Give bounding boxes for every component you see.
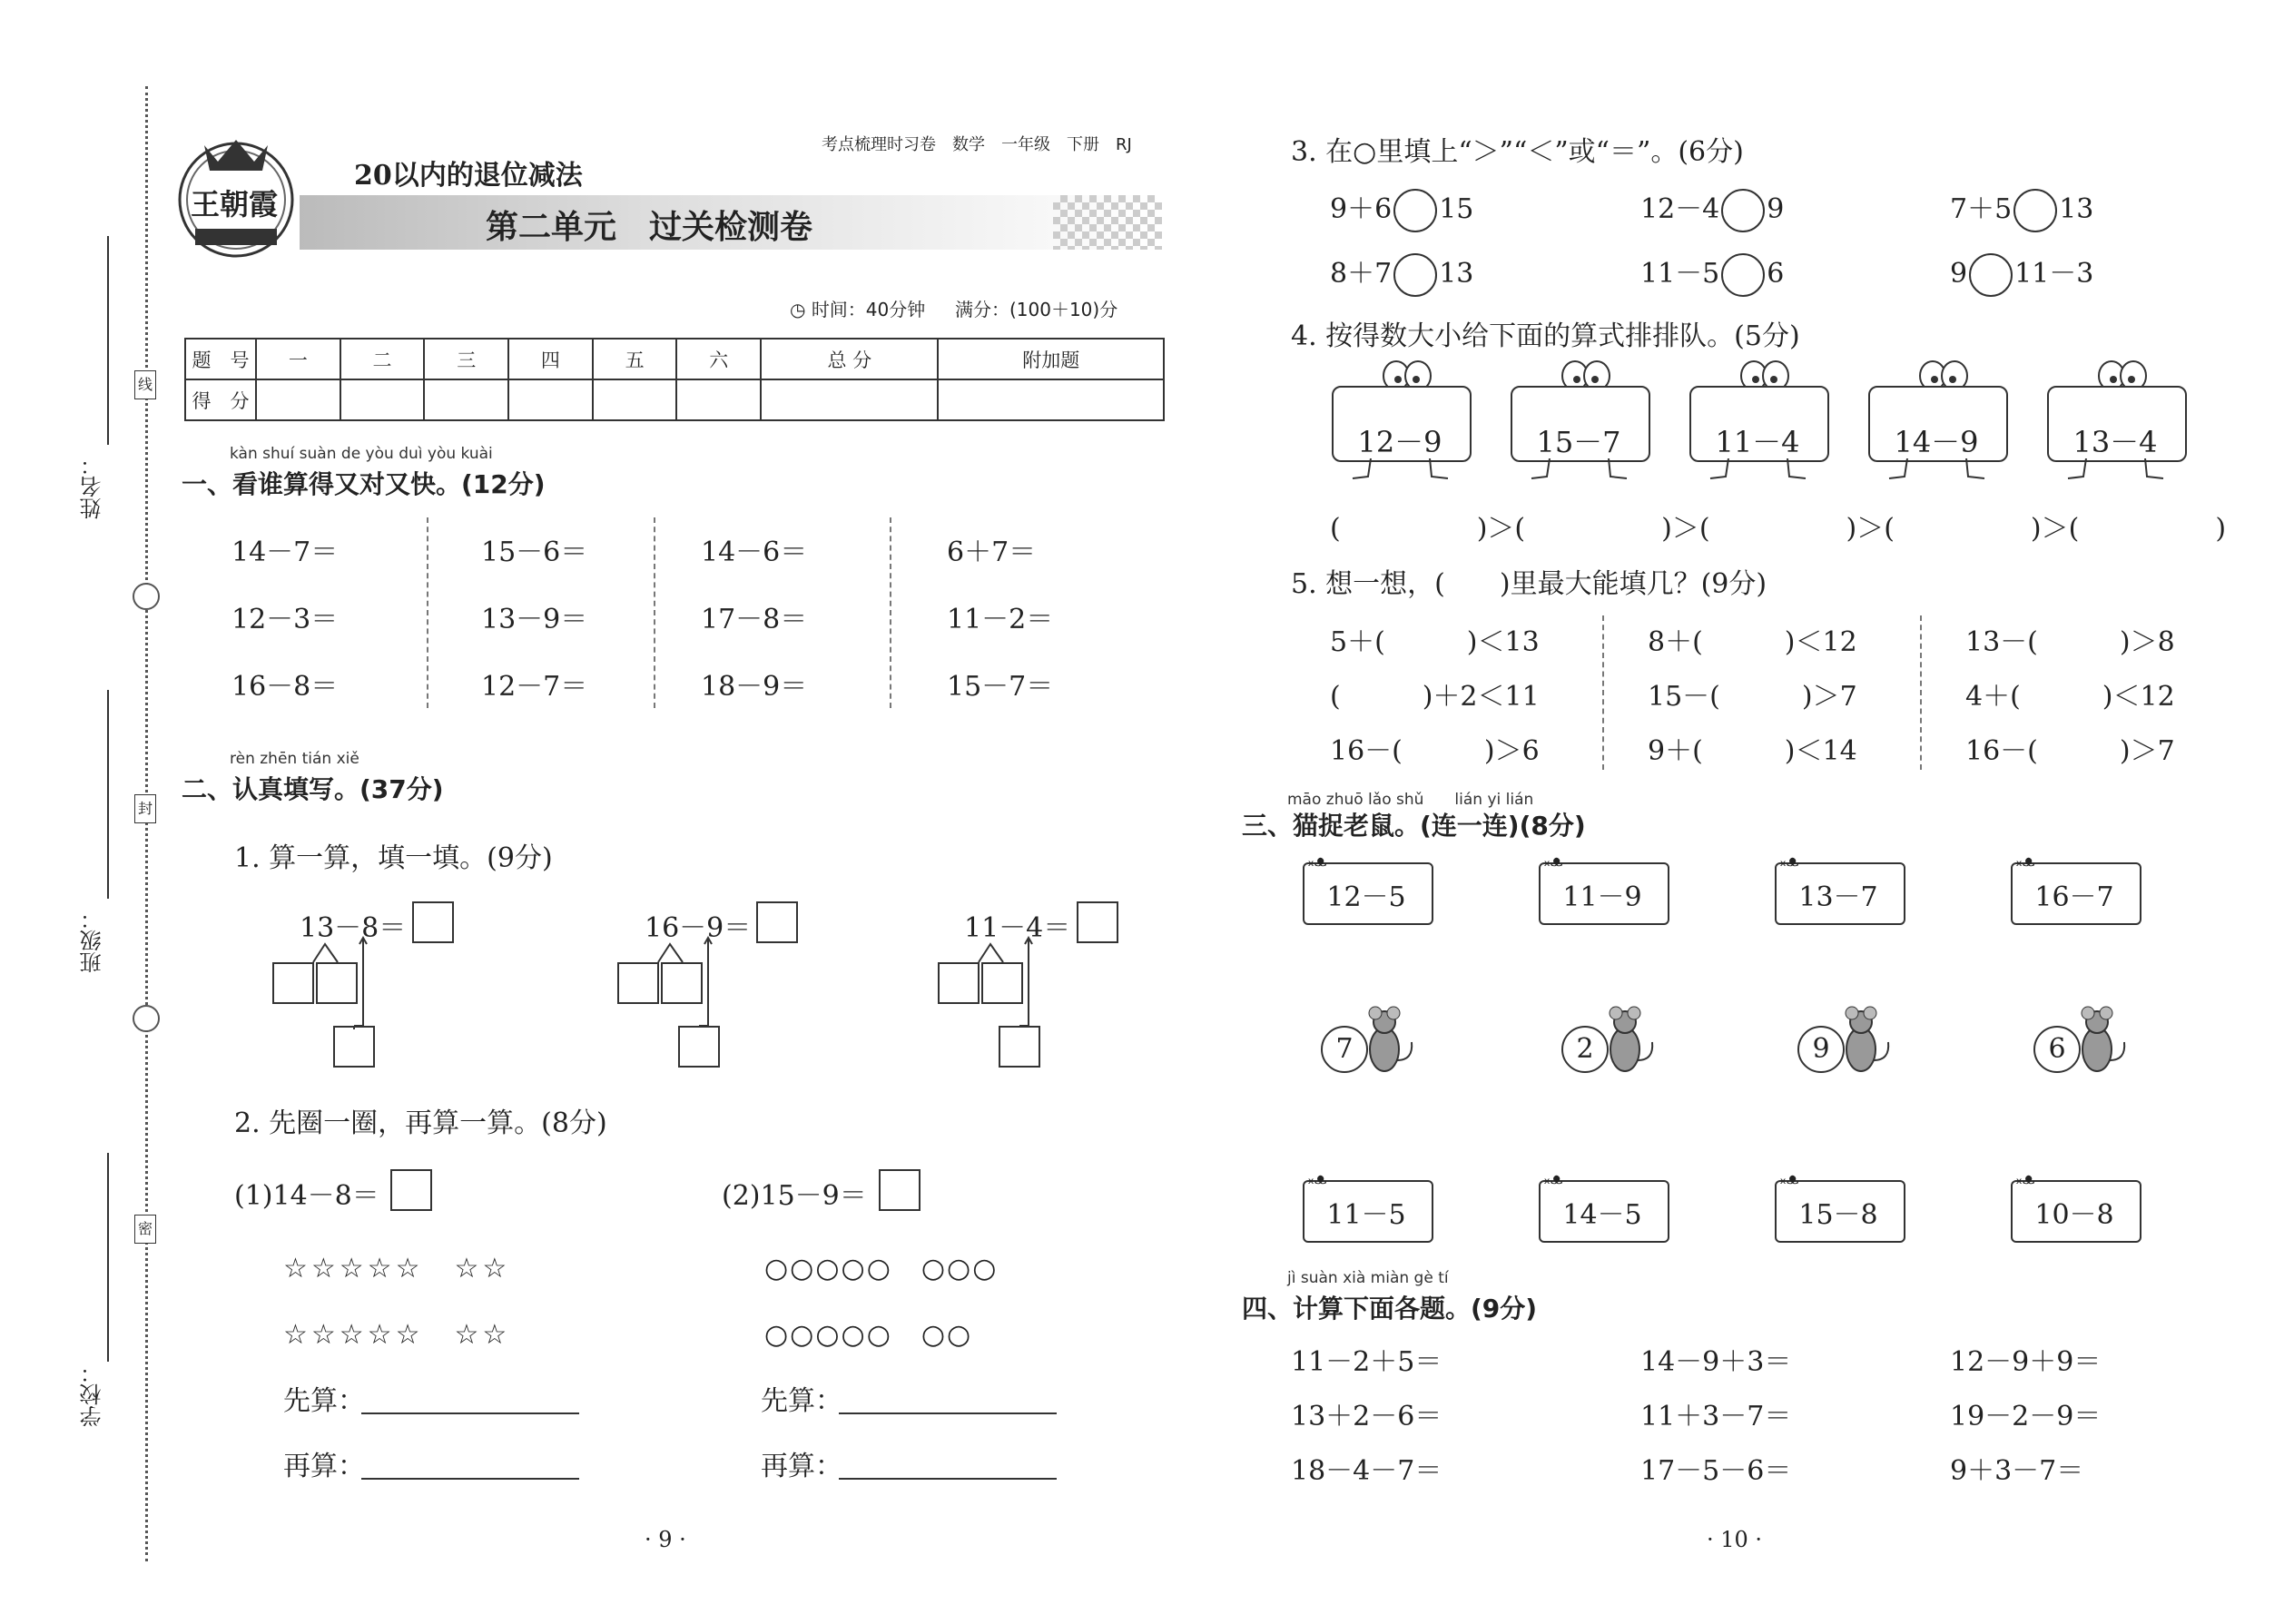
- cat-head-icon: ᙮ᴥ: [2015, 1169, 2035, 1188]
- section1-title: 一、看谁算得又对又快。(12分): [182, 469, 546, 499]
- score-header-cell: 附加题: [938, 339, 1164, 379]
- class-line: [107, 690, 109, 899]
- first-calc-label: 先算：: [761, 1385, 842, 1417]
- calc-problem: 11－2＝: [947, 604, 1054, 635]
- column-divider: [890, 517, 891, 708]
- compare-circle[interactable]: [1969, 253, 2013, 297]
- compare-item: 11－5 6: [1640, 251, 1784, 297]
- answer-box[interactable]: [1077, 901, 1118, 943]
- q2-item1: (1)14－8＝: [234, 1180, 379, 1212]
- fill-blank-inequality: 16－( )＞7: [1965, 735, 2175, 767]
- q5-title: 5. 想一想，( )里最大能填几？(9分): [1291, 568, 1767, 600]
- score-cell[interactable]: [761, 379, 938, 420]
- fill-blank-inequality: 4＋( )＜12: [1965, 681, 2175, 713]
- split-problem: 11－4＝: [964, 912, 1071, 944]
- calc-problem: 11＋3－7＝: [1640, 1401, 1792, 1432]
- card-expression: 15－7: [1536, 425, 1621, 459]
- column-divider: [427, 517, 428, 708]
- q2-title: 2. 先圈一圈，再算一算。(8分): [234, 1107, 607, 1139]
- mouse-icon: [1834, 1006, 1897, 1078]
- score-header-cell: 三: [424, 339, 508, 379]
- calc-problem: 14－7＝: [231, 536, 339, 568]
- brand-name: 王朝霞: [191, 187, 279, 221]
- calc-problem: 6＋7＝: [947, 536, 1037, 568]
- class-label: 班级：: [80, 908, 105, 973]
- cut-mark-xian: 线: [134, 370, 156, 399]
- calc-problem: 13＋2－6＝: [1291, 1401, 1442, 1432]
- cut-mark-feng: 封: [134, 794, 156, 823]
- topic-title: 20以内的退位减法: [354, 160, 583, 192]
- score-header-cell: 五: [593, 339, 677, 379]
- mouse-number: 6: [2033, 1026, 2081, 1073]
- calc-problem: 14－6＝: [701, 536, 808, 568]
- cat-head-icon: ᙮ᴥ: [1779, 851, 1799, 871]
- cat-expression: 13－7: [1798, 881, 1878, 913]
- calc-problem: 12－9＋9＝: [1950, 1346, 2102, 1378]
- school-label: 学校：: [80, 1362, 105, 1427]
- cat-head-icon: ᙮ᴥ: [1779, 1169, 1799, 1188]
- fill-blank-inequality: 9＋( )＜14: [1648, 735, 1857, 767]
- calc-problem: 17－5－6＝: [1640, 1455, 1792, 1487]
- then-calc-label: 再算：: [283, 1451, 365, 1482]
- calc-problem: 12－3＝: [231, 604, 339, 635]
- q1-title: 1. 算一算，填一填。(9分): [234, 842, 553, 874]
- fill-blank-inequality: 8＋( )＜12: [1648, 626, 1857, 658]
- score-cell[interactable]: [256, 379, 340, 420]
- card-feet: [2063, 458, 2172, 486]
- split-problem: 13－8＝: [300, 912, 407, 944]
- fill-blank-inequality: 5＋( )＜13: [1330, 626, 1540, 658]
- first-calc-line[interactable]: [361, 1412, 579, 1414]
- score-header-cell: 二: [340, 339, 425, 379]
- mouse-icon: [2070, 1006, 2133, 1078]
- card-feet: [1348, 458, 1457, 486]
- calc-problem: 15－6＝: [481, 536, 588, 568]
- cat-head-icon: ᙮ᴥ: [2015, 851, 2035, 871]
- calc-problem: 19－2－9＝: [1950, 1401, 2102, 1432]
- cat-expression: 15－8: [1798, 1199, 1878, 1231]
- binding-hole-icon: [133, 1005, 160, 1032]
- compare-item: 7＋5 13: [1950, 186, 2093, 232]
- score-cell[interactable]: [340, 379, 425, 420]
- fill-blank-inequality: ( )＋2＜11: [1330, 681, 1540, 713]
- mouse-icon: [1598, 1006, 1661, 1078]
- section3-title: 三、猫捉老鼠。(连一连)(8分): [1242, 811, 1586, 841]
- score-table-header-row: [185, 339, 1164, 379]
- calc-problem: 11－2＋5＝: [1291, 1346, 1442, 1378]
- score-cell[interactable]: [508, 379, 593, 420]
- compare-item: 12－4 9: [1640, 186, 1784, 232]
- then-calc-line[interactable]: [361, 1478, 579, 1480]
- compare-circle[interactable]: [1393, 189, 1437, 232]
- compare-item: 9＋6 15: [1330, 186, 1473, 232]
- calc-problem: 9＋3－7＝: [1950, 1455, 2084, 1487]
- cat-expression: 11－5: [1326, 1199, 1406, 1231]
- compare-item: 9 11－3: [1950, 251, 2093, 297]
- clock-icon: ◷: [790, 299, 806, 320]
- section2-pinyin: rèn zhēn tián xiě: [230, 750, 359, 768]
- compare-item: 8＋7 13: [1330, 251, 1473, 297]
- time-info: [790, 295, 1117, 321]
- mouse-number: 7: [1321, 1026, 1368, 1073]
- section3-pinyin: māo zhuō lǎo shǔ lián yi lián: [1287, 791, 1534, 809]
- score-cell[interactable]: [424, 379, 508, 420]
- calc-problem: 12－7＝: [481, 671, 588, 703]
- then-calc-line[interactable]: [839, 1478, 1057, 1480]
- score-cell[interactable]: [593, 379, 677, 420]
- score-table-score-row: [185, 379, 1164, 420]
- banner-checker: [1053, 195, 1162, 250]
- cat-head-icon: ᙮ᴥ: [1307, 851, 1327, 871]
- section4-pinyin: jì suàn xià miàn gè tí: [1287, 1269, 1449, 1287]
- mouse-number: 2: [1561, 1026, 1609, 1073]
- star-row: ☆☆☆☆☆ ☆☆: [283, 1253, 511, 1284]
- calc-problem: 13－9＝: [481, 604, 588, 635]
- score-header-cell: 一: [256, 339, 340, 379]
- cat-expression: 12－5: [1326, 881, 1406, 913]
- compare-circle[interactable]: [1721, 253, 1765, 297]
- column-divider: [654, 517, 655, 708]
- section4-title: 四、计算下面各题。(9分): [1242, 1294, 1538, 1324]
- card-expression: 14－9: [1894, 425, 1979, 459]
- fill-blank-inequality: 13－( )＞8: [1965, 626, 2175, 658]
- score-table: [184, 338, 1165, 421]
- score-header-cell: 六: [676, 339, 761, 379]
- split-lines: [272, 935, 381, 1035]
- answer-box[interactable]: [412, 901, 454, 943]
- name-label: 姓名：: [80, 454, 105, 519]
- card-feet: [1706, 458, 1815, 486]
- split-lines: [617, 935, 726, 1035]
- cat-expression: 11－9: [1562, 881, 1642, 913]
- q3-title: 3. 在○里填上“＞”“＜”或“＝”。(6分): [1291, 136, 1744, 168]
- calc-problem: 18－9＝: [701, 671, 808, 703]
- q4-title: 4. 按得数大小给下面的算式排排队。(5分): [1291, 320, 1800, 352]
- score-header-cell: 总 分: [761, 339, 938, 379]
- score-header-cell: 四: [508, 339, 593, 379]
- binding-hole-icon: [133, 583, 160, 610]
- section1-pinyin: kàn shuí suàn de yòu duì yòu kuài: [230, 445, 493, 463]
- calc-problem: 14－9＋3＝: [1640, 1346, 1792, 1378]
- cat-expression: 10－8: [2034, 1199, 2114, 1231]
- card-feet: [1885, 458, 1994, 486]
- section2-title: 二、认真填写。(37分): [182, 774, 444, 804]
- name-line: [107, 236, 109, 445]
- column-divider: [1602, 615, 1604, 770]
- calc-problem: 16－8＝: [231, 671, 339, 703]
- column-divider: [1920, 615, 1922, 770]
- q2-item2: (2)15－9＝: [722, 1180, 867, 1212]
- star-row: ☆☆☆☆☆ ☆☆: [283, 1319, 511, 1351]
- answer-box[interactable]: [756, 901, 798, 943]
- circle-row: ○○○○○ ○○○: [764, 1253, 999, 1284]
- cat-head-icon: ᙮ᴥ: [1307, 1169, 1327, 1188]
- circle-row: ○○○○○ ○○: [764, 1319, 973, 1351]
- then-calc-label: 再算：: [761, 1451, 842, 1482]
- score-cell[interactable]: [938, 379, 1164, 420]
- unit-title: 第二单元 过关检测卷: [486, 208, 813, 246]
- calc-problem: 15－7＝: [947, 671, 1054, 703]
- binding-dotted-line: [145, 86, 148, 1561]
- split-problem: 16－9＝: [645, 912, 752, 944]
- fill-blank-inequality: 15－( )＞7: [1648, 681, 1857, 713]
- score-row-label: 得 分: [185, 379, 256, 420]
- fill-blank-inequality: 16－( )＞6: [1330, 735, 1540, 767]
- mouse-number: 9: [1797, 1026, 1845, 1073]
- compare-circle[interactable]: [2013, 189, 2057, 232]
- order-answer-line[interactable]: ( )＞( )＞( )＞( )＞( ): [1330, 513, 2227, 545]
- time-limit: 时间：40分钟: [811, 299, 926, 320]
- cat-head-icon: ᙮ᴥ: [1543, 851, 1563, 871]
- full-score: 满分：(100＋10)分: [954, 299, 1118, 320]
- card-feet: [1527, 458, 1636, 486]
- cut-mark-mi: 密: [134, 1215, 156, 1244]
- score-header-cell: 题 号: [185, 339, 256, 379]
- page-number-left: · 9 ·: [645, 1527, 686, 1552]
- split-lines: [938, 935, 1047, 1035]
- calc-problem: 17－8＝: [701, 604, 808, 635]
- score-cell[interactable]: [676, 379, 761, 420]
- compare-circle[interactable]: [1393, 253, 1437, 297]
- mouse-icon: [1357, 1006, 1421, 1078]
- compare-circle[interactable]: [1721, 189, 1765, 232]
- first-calc-line[interactable]: [839, 1412, 1057, 1414]
- school-line: [107, 1153, 109, 1362]
- answer-box[interactable]: [879, 1169, 921, 1211]
- page-number-right: · 10 ·: [1707, 1527, 1763, 1552]
- calc-problem: 18－4－7＝: [1291, 1455, 1442, 1487]
- card-expression: 12－9: [1357, 425, 1442, 459]
- cat-head-icon: ᙮ᴥ: [1543, 1169, 1563, 1188]
- answer-box[interactable]: [390, 1169, 432, 1211]
- cat-expression: 16－7: [2034, 881, 2114, 913]
- series-info: 考点梳理时习卷 数学 一年级 下册 RJ: [822, 135, 1132, 154]
- cat-expression: 14－5: [1562, 1199, 1642, 1231]
- card-expression: 13－4: [2072, 425, 2158, 459]
- card-expression: 11－4: [1715, 425, 1800, 459]
- first-calc-label: 先算：: [283, 1385, 365, 1417]
